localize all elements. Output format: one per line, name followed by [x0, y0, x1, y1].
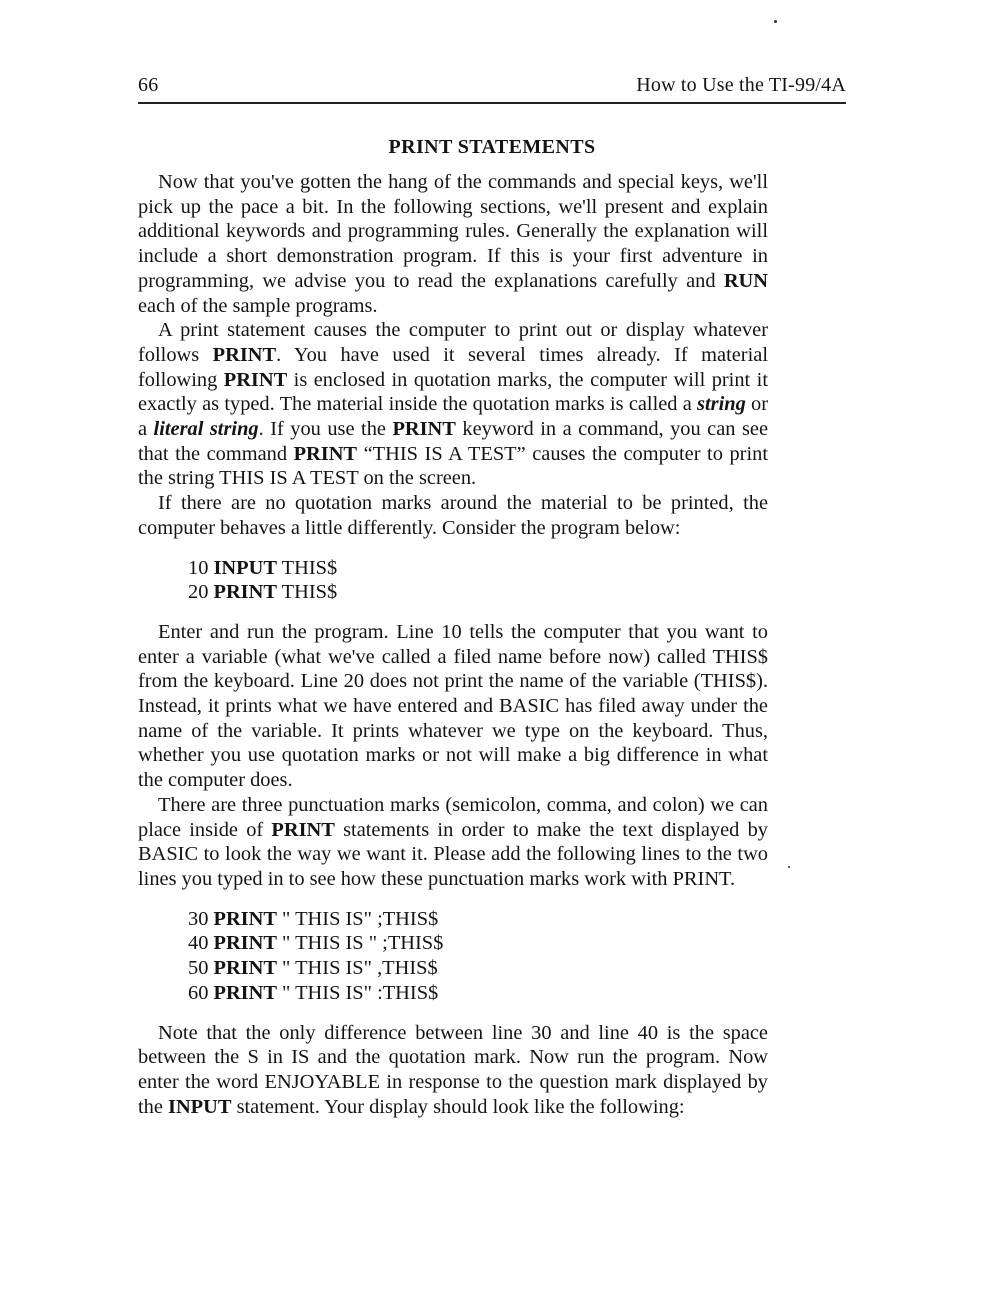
code-line [188, 981, 768, 1006]
keyword-print: PRINT [223, 368, 288, 391]
paragraph-text: is enclosed in quotation marks, the computer will print it exactly as typed. The material inside the quotation marks is called a [138, 368, 768, 416]
keyword-input: INPUT [213, 556, 277, 579]
keyword-print: PRINT [213, 907, 277, 930]
paragraph-text: or a [138, 393, 769, 441]
line-number: 60 [188, 981, 209, 1004]
paragraph-text: statements in order to make the text displayed by BASIC to look the way we want it. Please add the following lines to the two lines you typed in to see how these punctuation marks work with PRINT. [138, 818, 768, 890]
keyword-print: PRINT [213, 932, 277, 955]
paragraph-text: keyword in a command, you can see that the command [138, 418, 768, 465]
code-listing-1 [188, 556, 768, 605]
paragraph-text: Now that you've gotten the hang of the commands and special keys, we'll pick up the pace a bit. In the following sections, we'll present and explain additional keywords and programming rules. Generally the explanation will include a short demonstration program. If this is your first adventure in programming, we advise you to read the explanations carefully and [138, 171, 768, 292]
keyword-print: PRINT [293, 442, 358, 465]
paragraph-text: Note that the only difference between line 30 and line 40 is the space between the S in IS and the quotation mark. Now run the program. Now enter the word ENJOYABLE in response to the question mark displayed by the [138, 1021, 768, 1118]
keyword-input: INPUT [168, 1095, 232, 1118]
keyword-print: PRINT [213, 981, 277, 1004]
keyword-print: PRINT [213, 581, 277, 604]
body-text [138, 170, 768, 1119]
term-literal-string: literal string [153, 418, 259, 441]
paragraph-text: . You have used it several times already. If material following [138, 343, 768, 391]
code-listing-2 [188, 907, 768, 1006]
line-number: 30 [188, 907, 209, 930]
paragraph-punctuation [138, 793, 768, 892]
paragraph-note [138, 1021, 768, 1120]
keyword-run: RUN [723, 269, 768, 292]
section-title: PRINT STATEMENTS [388, 136, 596, 158]
running-head [138, 74, 846, 104]
paragraph-text: “THIS IS A TEST” causes the computer to print the string THIS IS A TEST on the screen. [138, 442, 768, 490]
paragraph-no-quotes: If there are no quotation marks around the material to be printed, the computer behaves a little differently. Consider the program below: [138, 492, 768, 539]
paragraph-run-program: Enter and run the program. Line 10 tells the computer that you want to enter a variable (what we've called a filed name before now) called THIS$ from the keyboard. Line 20 does not print the name of the variable (THIS$). Instead, it prints what we have entered and BASIC has filed away under the name of the variable. It prints whatever we type on the keyboard. Thus, whether you use quotation marks or not will make a big difference in what the computer does. [138, 620, 768, 792]
code-line [188, 580, 768, 605]
paragraph-print-statement [138, 318, 768, 491]
code-line [188, 931, 768, 956]
paragraph-intro [138, 170, 768, 318]
code-text: " THIS IS" ;THIS$ [276, 907, 439, 930]
code-text: " THIS IS" ,THIS$ [276, 957, 438, 980]
code-line [188, 556, 768, 581]
keyword-print: PRINT [212, 343, 277, 366]
paragraph-text: . If you use the [258, 418, 393, 441]
code-text: " THIS IS" :THIS$ [276, 981, 439, 1004]
code-text: " THIS IS " ;THIS$ [276, 932, 444, 955]
scan-speck [774, 20, 777, 23]
keyword-print: PRINT [271, 818, 335, 841]
book-title: How to Use the TI-99/4A [636, 74, 846, 96]
paragraph-text: each of the sample programs. [138, 294, 378, 317]
page-number: 66 [138, 74, 159, 96]
paragraph-text: There are three punctuation marks (semicolon, comma, and colon) we can place inside of [138, 793, 768, 841]
line-number: 50 [188, 957, 209, 980]
code-line [188, 907, 768, 932]
code-text: THIS$ [276, 581, 338, 604]
code-text: THIS$ [276, 556, 338, 579]
line-number: 10 [188, 556, 209, 579]
paragraph-text: statement. Your display should look like the following: [231, 1095, 685, 1118]
keyword-print: PRINT [392, 418, 456, 441]
paragraph-text: A print statement causes the computer to print out or display whatever follows [138, 319, 768, 366]
line-number: 20 [188, 581, 209, 604]
term-string: string [697, 393, 746, 416]
code-line [188, 956, 768, 981]
keyword-print: PRINT [213, 957, 277, 980]
scan-speck [788, 866, 790, 868]
line-number: 40 [188, 932, 209, 955]
